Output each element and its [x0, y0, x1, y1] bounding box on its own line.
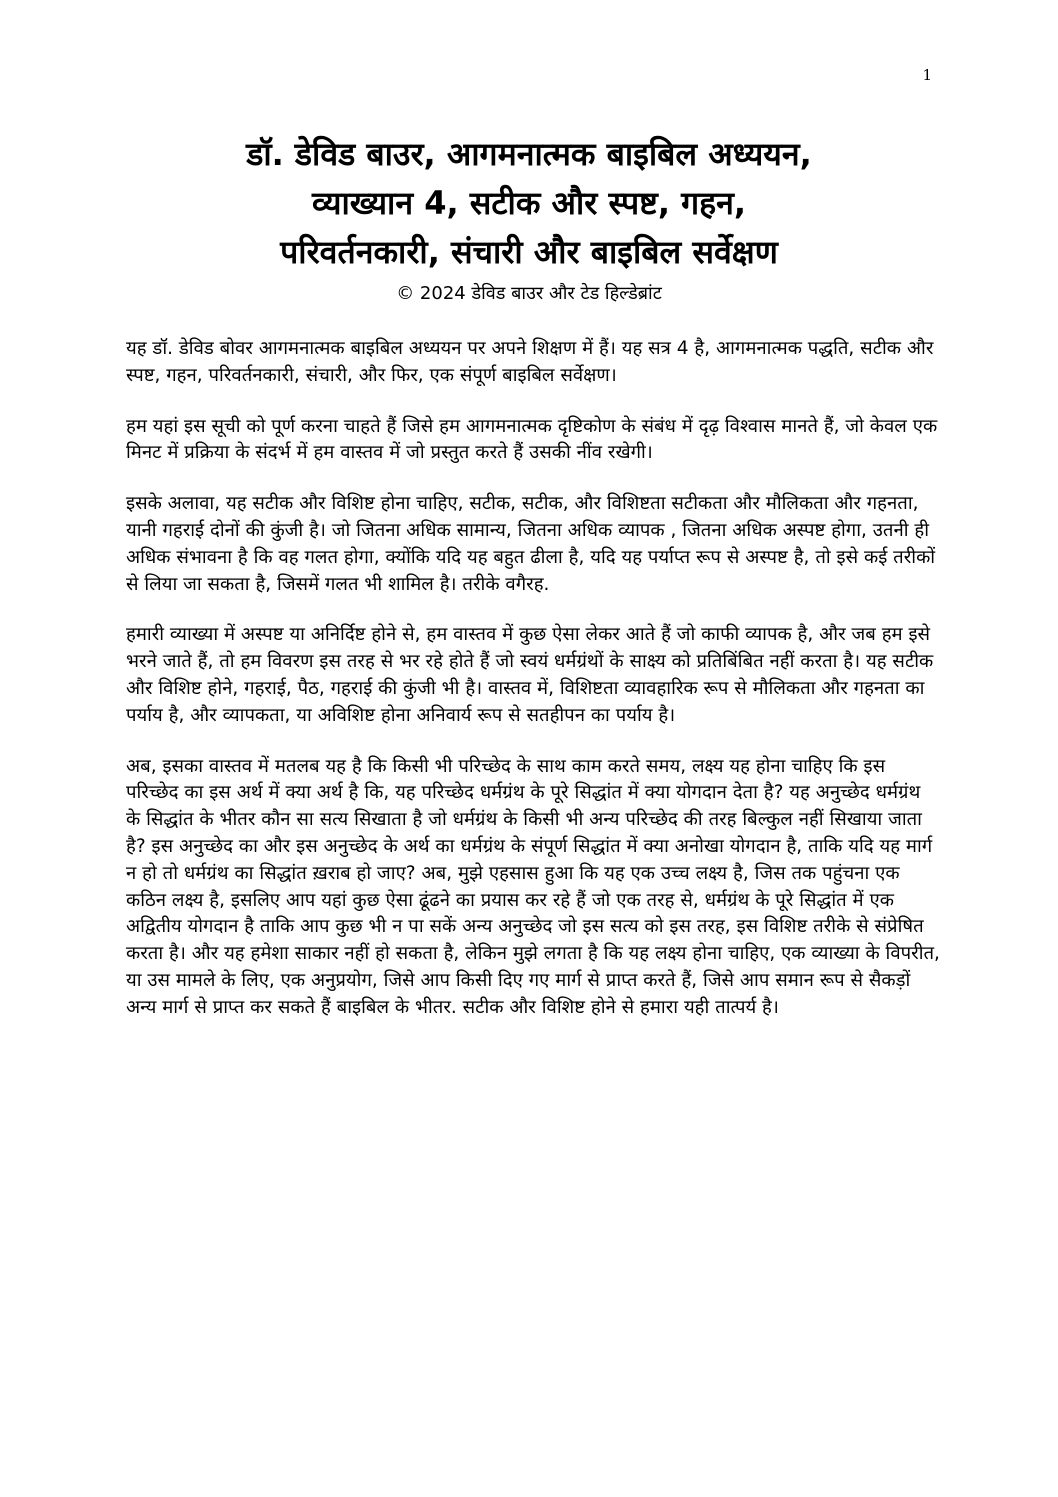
- document-title: [120, 130, 938, 277]
- paragraph-3: इसके अलावा, यह सटीक और विशिष्ट होना चाहिए, सटीक, सटीक, और विशिष्टता सटीकता और मौलिकता और गहनता, यानी गहराई दोनों की कुंजी है। जो जितना अधिक सामान्य, जितना अधिक व्यापक , जितना अधिक अस्पष्ट होगा, उतनी ही अधिक संभावना है कि वह गलत होगा, क्योंकि यदि यह बहुत ढीला है, यदि यह पर्याप्त रूप से अस्पष्ट है, तो इसे कई तरीकों से लिया जा सकता है, जिसमें गलत भी शामिल है। तरीके वगैरह.: [126, 493, 936, 595]
- title-line-2: व्याख्यान 4, सटीक और स्पष्ट, गहन,: [311, 184, 747, 222]
- paragraph-1: यह डॉ. डेविड बोवर आगमनात्मक बाइबिल अध्ययन पर अपने शिक्षण में हैं। यह सत्र 4 है, आगमनात्मक पद्धति, सटीक और स्पष्ट, गहन, परिवर्तनकारी, संचारी, और फिर, एक संपूर्ण बाइबिल सर्वेक्षण।: [126, 338, 934, 386]
- title-line-1: डॉ. डेविड बाउर, आगमनात्मक बाइबिल अध्ययन,: [246, 135, 812, 173]
- body-text: [126, 336, 940, 1046]
- copyright-notice: © 2024 डेविड बाउर और टेड हिल्डेब्रांट: [396, 283, 662, 304]
- paragraph-5: अब, इसका वास्तव में मतलब यह है कि किसी भी परिच्छेद के साथ काम करते समय, लक्ष्य यह होना चाहिए कि इस परिच्छेद का इस अर्थ में क्या अर्थ है कि, यह परिच्छेद धर्मग्रंथ के पूरे सिद्धांत में क्या योगदान देता है? यह अनुच्छेद धर्मग्रंथ के सिद्धांत के भीतर कौन सा सत्य सिखाता है जो धर्मग्रंथ के किसी भी अन्य परिच्छेद की तरह बिल्कुल नहीं सिखाया जाता है? इस अनुच्छेद का और इस अनुच्छेद के अर्थ का धर्मग्रंथ के संपूर्ण सिद्धांत में क्या अनोखा योगदान है, ताकि यदि यह मार्ग न हो तो धर्मग्रंथ का सिद्धांत ख़राब हो जाए? अब, मुझे एहसास हुआ कि यह एक उच्च लक्ष्य है, जिस तक पहुंचना एक कठिन लक्ष्य है, इसलिए आप यहां कुछ ऐसा ढूंढने का प्रयास कर रहे हैं जो एक तरह से, धर्मग्रंथ के पूरे सिद्धांत में एक अद्वितीय योगदान है ताकि आप कुछ भी न पा सकें अन्य अनुच्छेद जो इस सत्य को इस तरह, इस विशिष्ट तरीके से संप्रेषित करता है। और यह हमेशा साकार नहीं हो सकता है, लेकिन मुझे लगता है कि यह लक्ष्य होना चाहिए, एक व्याख्या के विपरीत, या उस मामले के लिए, एक अनुप्रयोग, जिसे आप किसी दिए गए मार्ग से प्राप्त करते हैं, जिसे आप समान रूप से सैकड़ों अन्य मार्ग से प्राप्त कर सकते हैं बाइबिल के भीतर. सटीक और विशिष्ट होने से हमारा यही तात्पर्य है।: [126, 755, 940, 1018]
- page-number: 1: [922, 66, 932, 84]
- paragraph-2: हम यहां इस सूची को पूर्ण करना चाहते हैं जिसे हम आगमनात्मक दृष्टिकोण के संबंध में दृढ़ विश्वास मानते हैं, जो केवल एक मिनट में प्रक्रिया के संदर्भ में हम वास्तव में जो प्रस्तुत करते हैं उसकी नींव रखेगी।: [126, 415, 938, 464]
- title-line-3: परिवर्तनकारी, संचारी और बाइबिल सर्वेक्षण: [280, 233, 778, 271]
- paragraph-4: हमारी व्याख्या में अस्पष्ट या अनिर्दिष्ट होने से, हम वास्तव में कुछ ऐसा लेकर आते हैं जो काफी व्यापक है, और जब हम इसे भरने जाते हैं, तो हम विवरण इस तरह से भर रहे होते हैं जो स्वयं धर्मग्रंथों के साक्ष्य को प्रतिबिंबित नहीं करता है। यह सटीक और विशिष्ट होने, गहराई, पैठ, गहराई की कुंजी भी है। वास्तव में, विशिष्टता व्यावहारिक रूप से मौलिकता और गहनता का पर्याय है, और व्यापकता, या अविशिष्ट होना अनिवार्य रूप से सतहीपन का पर्याय है।: [126, 624, 934, 726]
- title-block: [120, 130, 938, 307]
